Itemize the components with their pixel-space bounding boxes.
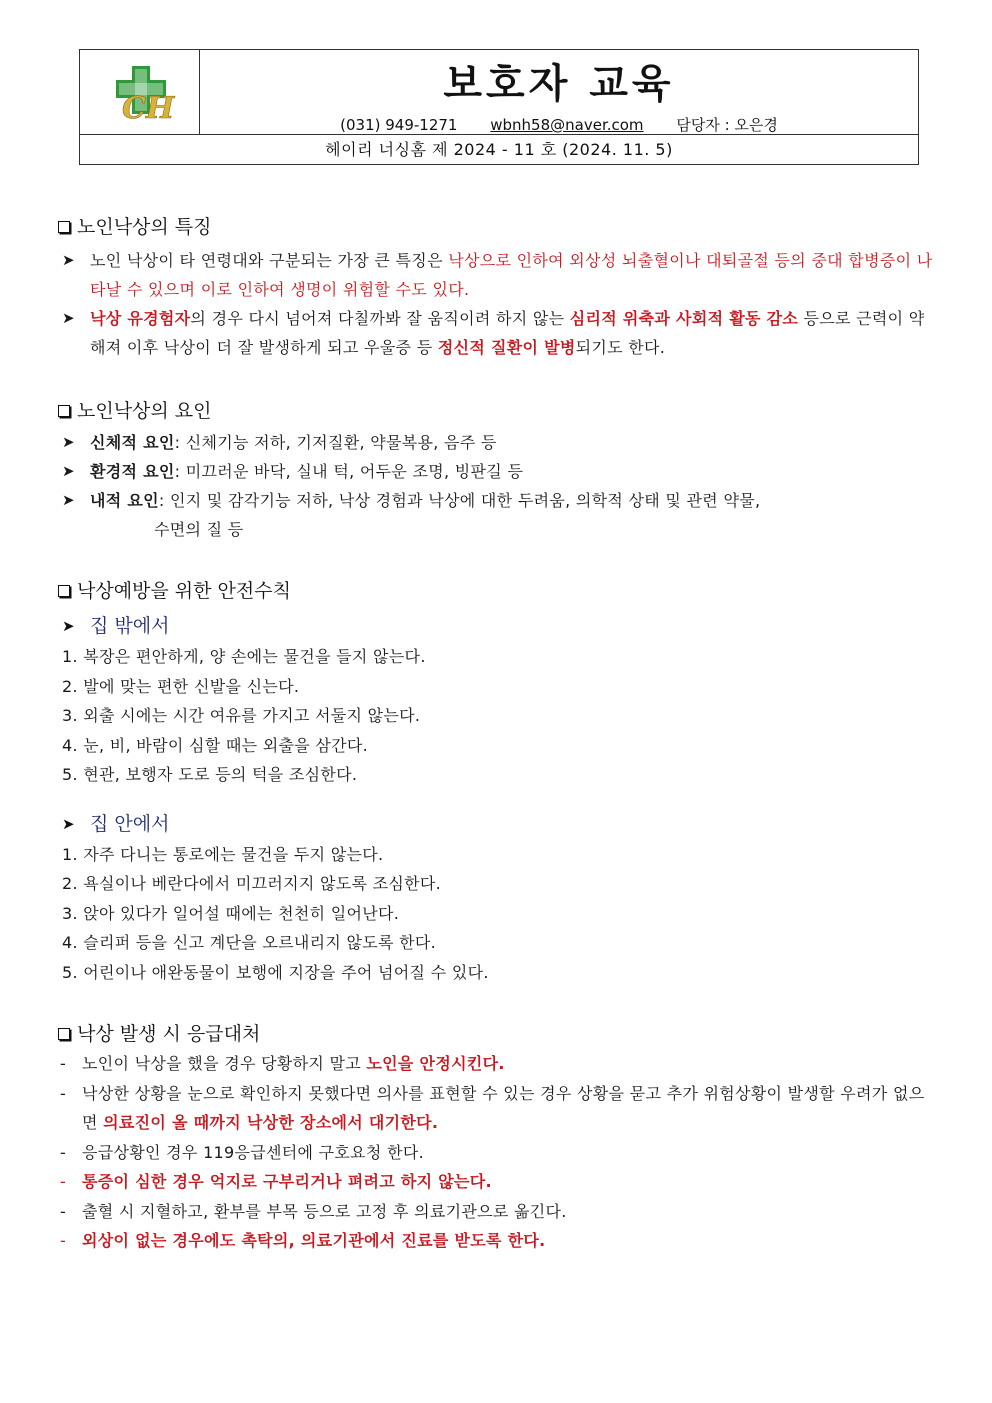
green-cross-logo	[102, 60, 182, 124]
subheading-outside: ➤ 집 밖에서	[56, 610, 936, 642]
factor-internal: ➤ 내적 요인: 인지 및 감각기능 저하, 낙상 경험과 낙상에 대한 두려움, 의학적 상태 및 관련 약물,	[56, 486, 936, 515]
document-body	[56, 212, 936, 1256]
characteristic-paragraph-1: ➤ 노인 낙상이 타 연령대와 구분되는 가장 큰 특징은 낙상으로 인하여 외상성 뇌출혈이나 대퇴골절 등의 중대 합병증이 나타날 수 있으며 이로 인하여 생명이 위험할 수도 있다.	[56, 246, 936, 304]
section-title-text: 노인낙상의 특징	[77, 216, 212, 238]
section-title-text: 낙상 발생 시 응급대처	[77, 1023, 261, 1045]
list-item: 5. 어린이나 애완동물이 보행에 지장을 주어 넘어질 수 있다.	[62, 962, 489, 982]
list-item: 2. 발에 맞는 편한 신발을 신는다.	[62, 676, 300, 696]
emphasis-text: 외상이 없는 경우에도 촉탁의, 의료기관에서 진료를 받도록 한다.	[82, 1231, 546, 1250]
contact-line	[200, 114, 918, 135]
factor-environmental: ➤ 환경적 요인: 미끄러운 바닥, 실내 턱, 어두운 조명, 빙판길 등	[56, 457, 936, 486]
logo-cell	[80, 50, 200, 134]
subheading-inside: ➤ 집 안에서	[56, 808, 936, 840]
section-title-emergency	[56, 1019, 936, 1049]
emphasis-text: 통증이 심한 경우 억지로 구부리거나 펴려고 하지 않는다.	[82, 1172, 492, 1191]
list-item: 2. 욕실이나 베란다에서 미끄러지지 않도록 조심한다.	[62, 874, 442, 893]
emphasis-text: 낙상으로 인하여 외상성 뇌출혈이나 대퇴골절 등의 중대 합병증이 나타날 수 있으며 이로 인하여 생명이 위험할 수도 있다.	[90, 251, 933, 299]
characteristic-paragraph-2: ➤ 낙상 유경험자의 경우 다시 넘어져 다칠까봐 잘 움직이려 하지 않는 심리적 위축과 사회적 활동 감소 등으로 근력이 약해져 이후 낙상이 더 잘 발생하게 되고 우울증 등 정신적 질환이 발병되기도 한다.	[56, 304, 936, 362]
section-title-text: 낙상예방을 위한 안전수칙	[77, 580, 291, 602]
emphasis-text: 의료진이 올 때까지 낙상한 장소에서 대기한다.	[103, 1113, 439, 1132]
checkbox-square-icon	[58, 405, 70, 417]
emergency-item-6: - 외상이 없는 경우에도 촉탁의, 의료기관에서 진료를 받도록 한다.	[60, 1231, 546, 1250]
emphasis-text: 낙상 유경험자	[90, 309, 191, 328]
emphasis-text: 노인을 안정시킨다.	[366, 1054, 505, 1073]
inside-rules-list	[56, 840, 936, 988]
emergency-item-4: - 통증이 심한 경우 억지로 구부리거나 펴려고 하지 않는다.	[60, 1172, 492, 1191]
checkbox-square-icon	[58, 221, 70, 233]
issue-number: 헤이리 너싱홈 제 2024 - 11 호 (2024. 11. 5)	[80, 134, 918, 166]
factor-internal-continued: 수면의 질 등	[154, 520, 244, 539]
list-item: 3. 외출 시에는 시간 여유를 가지고 서둘지 않는다.	[62, 706, 421, 725]
emphasis-text: 심리적 위축과 사회적 활동 감소	[569, 309, 799, 328]
list-item: 4. 슬리퍼 등을 신고 계단을 오르내리지 않도록 한다.	[62, 933, 437, 952]
newsletter-header	[79, 49, 919, 165]
arrowhead-icon: ➤	[62, 433, 75, 451]
emphasis-text: 정신적 질환이 발병	[437, 338, 576, 357]
manager-name: 담당자 : 오은경	[676, 116, 778, 134]
arrowhead-icon: ➤	[62, 617, 75, 635]
factor-physical: ➤ 신체적 요인: 신체기능 저하, 기저질환, 약물복용, 음주 등	[56, 428, 936, 457]
arrowhead-icon: ➤	[62, 491, 75, 509]
page-title: 보호자 교육	[443, 61, 675, 107]
section-title-text: 노인낙상의 요인	[77, 400, 212, 422]
arrowhead-icon: ➤	[62, 462, 75, 480]
logo-text: CH	[122, 91, 175, 124]
emergency-item-1: - 노인이 낙상을 했을 경우 당황하지 말고 노인을 안정시킨다.	[60, 1054, 505, 1073]
checkbox-square-icon	[58, 1028, 70, 1040]
section-title-factors	[56, 396, 936, 426]
list-item: 4. 눈, 비, 바람이 심할 때는 외출을 삼간다.	[62, 735, 369, 755]
email-link[interactable]: wbnh58@naver.com	[490, 116, 644, 134]
emergency-item-3: - 응급상황인 경우 119응급센터에 구호요청 한다.	[60, 1142, 424, 1162]
section-title-characteristics	[56, 212, 936, 242]
section-title-safety-rules	[56, 576, 936, 606]
emergency-item-2: - 낙상한 상황을 눈으로 확인하지 못했다면 의사를 표현할 수 있는 경우 상황을 묻고 추가 위험상황이 발생할 우려가 없으면 의료진이 올 때까지 낙상한 장소에서 대기한다.	[60, 1083, 925, 1132]
list-item: 1. 자주 다니는 통로에는 물건을 두지 않는다.	[62, 844, 384, 864]
list-item: 3. 앉아 있다가 일어설 때에는 천천히 일어난다.	[62, 903, 400, 923]
arrowhead-icon: ➤	[62, 814, 75, 833]
arrowhead-icon: ➤	[62, 309, 75, 327]
checkbox-square-icon	[58, 585, 70, 597]
arrowhead-icon: ➤	[62, 251, 75, 269]
list-item: 1. 복장은 편안하게, 양 손에는 물건을 들지 않는다.	[62, 647, 426, 666]
emergency-item-5: - 출혈 시 지혈하고, 환부를 부목 등으로 고정 후 의료기관으로 옮긴다.	[60, 1201, 567, 1221]
phone-number: (031) 949-1271	[340, 116, 458, 134]
outside-rules-list	[56, 642, 936, 790]
list-item: 5. 현관, 보행자 도로 등의 턱을 조심한다.	[62, 765, 358, 784]
